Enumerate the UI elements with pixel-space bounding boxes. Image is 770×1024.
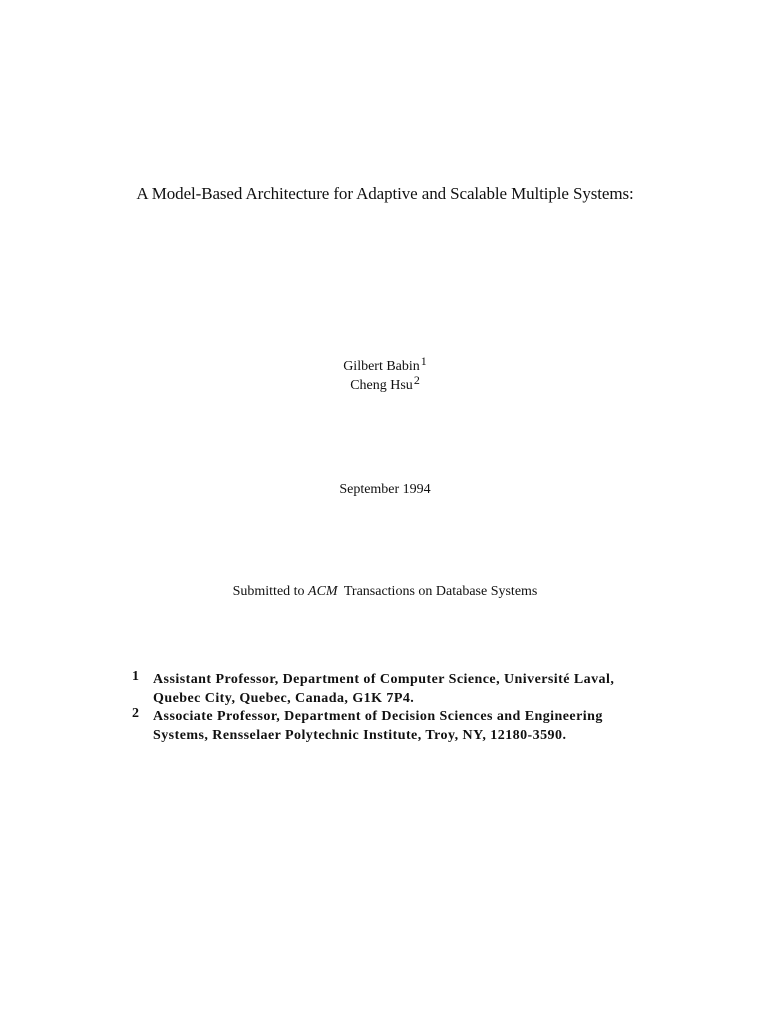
footnote-text bbox=[153, 708, 732, 745]
author-footnote-mark: 2 bbox=[413, 373, 420, 387]
footnote-mark: 1 bbox=[132, 669, 140, 684]
submission-note bbox=[0, 584, 770, 600]
journal-name: Transactions on Database Systems bbox=[343, 584, 538, 599]
footnote-line: Systems, Rensselaer Polytechnic Institute, Troy, NY, 12180-3590. bbox=[153, 727, 567, 743]
footnote-text bbox=[153, 671, 732, 708]
footnote-line: Associate Professor, Department of Decision Sciences and Engineering bbox=[153, 709, 603, 724]
affiliation-footnotes bbox=[132, 671, 732, 745]
paper-title: A Model-Based Architecture for Adaptive and Scalable Multiple Systems: bbox=[136, 184, 634, 203]
author-name: Gilbert Babin bbox=[343, 359, 420, 374]
author-entry bbox=[0, 354, 770, 376]
footnote bbox=[132, 708, 732, 745]
author-footnote-mark: 1 bbox=[420, 354, 427, 368]
footnote-line: Assistant Professor, Department of Computer Science, Université Laval, bbox=[153, 672, 615, 687]
journal-abbreviation: ACM bbox=[308, 584, 338, 599]
submission-prefix: Submitted to bbox=[232, 584, 305, 599]
footnote bbox=[132, 671, 732, 708]
footnote-mark: 2 bbox=[132, 706, 140, 721]
author-entry bbox=[0, 373, 770, 395]
author-name: Cheng Hsu bbox=[350, 378, 413, 393]
publication-date: September 1994 bbox=[339, 482, 431, 497]
footnote-line: Quebec City, Quebec, Canada, G1K 7P4. bbox=[153, 690, 415, 706]
author-list bbox=[0, 354, 770, 395]
